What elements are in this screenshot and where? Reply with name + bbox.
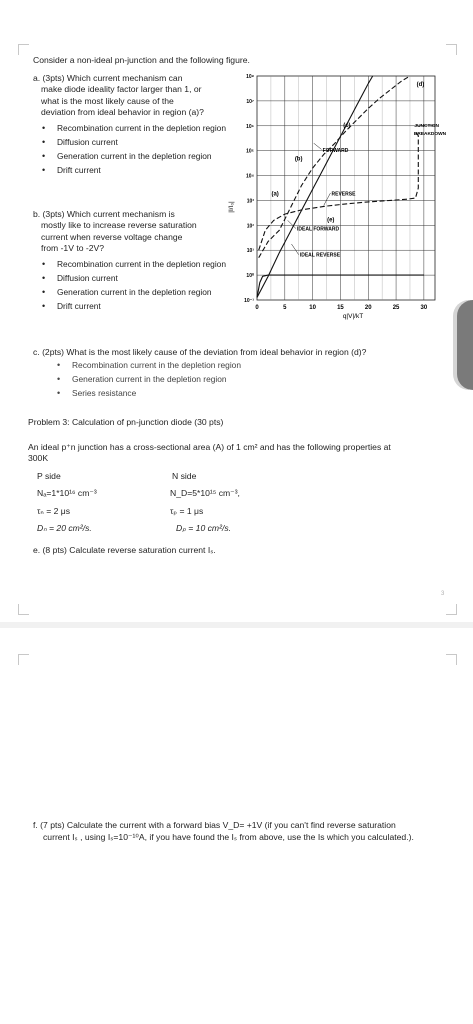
option-a-diffusion[interactable]: • Diffusion current xyxy=(33,137,228,148)
option-c-series-resistance[interactable]: • Series resistance xyxy=(48,388,428,399)
y-tick-label: 10⁰ xyxy=(246,273,254,280)
question-b-line: b. (3pts) Which current mechanism is xyxy=(33,209,175,219)
x-tick-label: 10 xyxy=(309,305,316,311)
n-side-lifetime: τₚ = 1 μs xyxy=(170,506,204,516)
question-c: c. (2pts) What is the most likely cause of the deviation from ideal behavior in region (d)? xyxy=(33,347,367,357)
chart-annotation: (a) xyxy=(271,191,279,198)
y-tick-label: 10⁸ xyxy=(246,74,254,80)
annotation-leader xyxy=(324,193,331,205)
page-separator xyxy=(0,622,473,628)
annotation-leader xyxy=(291,244,298,255)
page-corner-bottom-right xyxy=(446,604,457,615)
plot-frame xyxy=(257,76,435,300)
question-b-line: mostly like to increase reverse saturation xyxy=(41,220,197,231)
p-side-diffusion: Dₙ = 20 cm²/s. xyxy=(37,523,92,533)
y-tick-label: 10⁷ xyxy=(246,98,254,105)
page-corner-top-left xyxy=(18,44,29,55)
x-tick-label: 0 xyxy=(255,305,259,311)
chart-annotation: REVERSE xyxy=(331,191,356,198)
question-e: e. (8 pts) Calculate reverse saturation current Iₛ. xyxy=(33,545,216,555)
option-c-generation[interactable]: • Generation current in the depletion region xyxy=(48,374,428,385)
option-b-diffusion[interactable]: • Diffusion current xyxy=(33,273,228,284)
problem-3-description-cont: 300K xyxy=(28,453,49,463)
x-tick-label: 15 xyxy=(337,305,344,311)
chart-annotation: (e) xyxy=(327,217,335,224)
question-a-line: deviation from ideal behavior in region (a)? xyxy=(41,107,204,118)
chart-annotations xyxy=(271,82,446,258)
x-tick-label: 30 xyxy=(420,305,428,311)
option-b-drift[interactable]: • Drift current xyxy=(33,301,228,312)
question-f: f. (7 pts) Calculate the current with a forward bias V_D= +1V (if you can't find reverse saturation xyxy=(33,820,396,830)
diode-iv-chart xyxy=(227,72,447,332)
page2-corner-top-right xyxy=(446,654,457,665)
chart-annotation: IDEAL REVERSE xyxy=(299,252,341,259)
page2-corner-top-left xyxy=(18,654,29,665)
x-tick-label: 20 xyxy=(364,305,372,311)
question-a xyxy=(33,73,228,119)
chart-annotation: (d) xyxy=(416,81,425,88)
page-number: 3 xyxy=(441,591,445,597)
question-c-options xyxy=(48,360,428,402)
option-b-recombination[interactable]: • Recombination current in the depletion region xyxy=(33,259,228,270)
n-side-label: N side xyxy=(172,471,197,481)
y-tick-label: 10⁴ xyxy=(245,173,254,180)
chart-annotation: IDEAL FORWARD xyxy=(297,226,340,233)
chart-grid xyxy=(257,76,435,300)
problem-3-description: An ideal p⁺n junction has a cross-sectional area (A) of 1 cm² and has the following properties at xyxy=(28,442,391,452)
page-corner-bottom-left xyxy=(18,604,29,615)
option-a-generation[interactable]: • Generation current in the depletion region xyxy=(33,151,228,162)
intro-text: Consider a non-ideal pn-junction and the following figure. xyxy=(33,55,250,65)
question-a-line: a. (3pts) Which current mechanism can xyxy=(33,73,183,83)
question-b-options xyxy=(33,259,228,315)
question-b-line: current when reverse voltage change xyxy=(41,231,183,242)
x-axis-label: q|V|/kT xyxy=(342,313,364,320)
question-a-line: make diode ideality factor larger than 1, or xyxy=(41,84,202,95)
x-tick-label: 25 xyxy=(392,305,400,311)
chart-annotation: (b) xyxy=(294,156,303,163)
y-tick-label: 10¹ xyxy=(246,248,254,255)
p-side-label: P side xyxy=(37,471,61,481)
chart-annotation: JUNCTION xyxy=(414,124,439,130)
y-tick-label: 10⁵ xyxy=(246,148,254,155)
question-b-line: from -1V to -2V? xyxy=(41,243,105,254)
y-tick-label: 10² xyxy=(246,223,254,230)
n-side-doping: N_D=5*10¹⁵ cm⁻³, xyxy=(170,488,240,498)
ideal-curve xyxy=(257,76,373,298)
question-a-options xyxy=(33,123,228,179)
scroll-handle[interactable] xyxy=(457,300,473,390)
option-a-recombination[interactable]: • Recombination current in the depletion region xyxy=(33,123,228,134)
chart-annotation: FORWARD xyxy=(322,147,349,154)
y-tick-label: 10⁻¹ xyxy=(244,298,254,304)
chart-annotation: (c) xyxy=(343,123,351,130)
page-corner-top-right xyxy=(446,44,457,55)
x-tick-label: 5 xyxy=(283,305,287,311)
p-side-doping: Nₐ=1*10¹⁶ cm⁻³ xyxy=(37,488,97,498)
question-f-cont: current Iₛ , using Iₛ=10⁻¹⁰A, if you have found the Iₛ from above, use the Is which you calculated.). xyxy=(43,832,414,842)
problem-3-title: Problem 3: Calculation of pn-junction diode (30 pts) xyxy=(28,417,224,427)
option-b-generation[interactable]: • Generation current in the depletion region xyxy=(33,287,228,298)
y-tick-label: 10³ xyxy=(246,198,254,205)
annotation-leader xyxy=(314,143,322,149)
y-tick-label: 10⁶ xyxy=(246,123,254,130)
option-c-recombination[interactable]: • Recombination current in the depletion region xyxy=(48,360,428,371)
chart-annotation: BREAKDOWN xyxy=(413,132,447,138)
y-axis-label: |I/I₀| xyxy=(228,201,235,213)
option-a-drift[interactable]: • Drift current xyxy=(33,165,228,176)
question-b xyxy=(33,209,228,255)
n-side-diffusion: Dₚ = 10 cm²/s. xyxy=(176,523,232,533)
question-a-line: what is the most likely cause of the xyxy=(41,95,174,106)
p-side-lifetime: τₙ = 2 μs xyxy=(37,506,71,516)
